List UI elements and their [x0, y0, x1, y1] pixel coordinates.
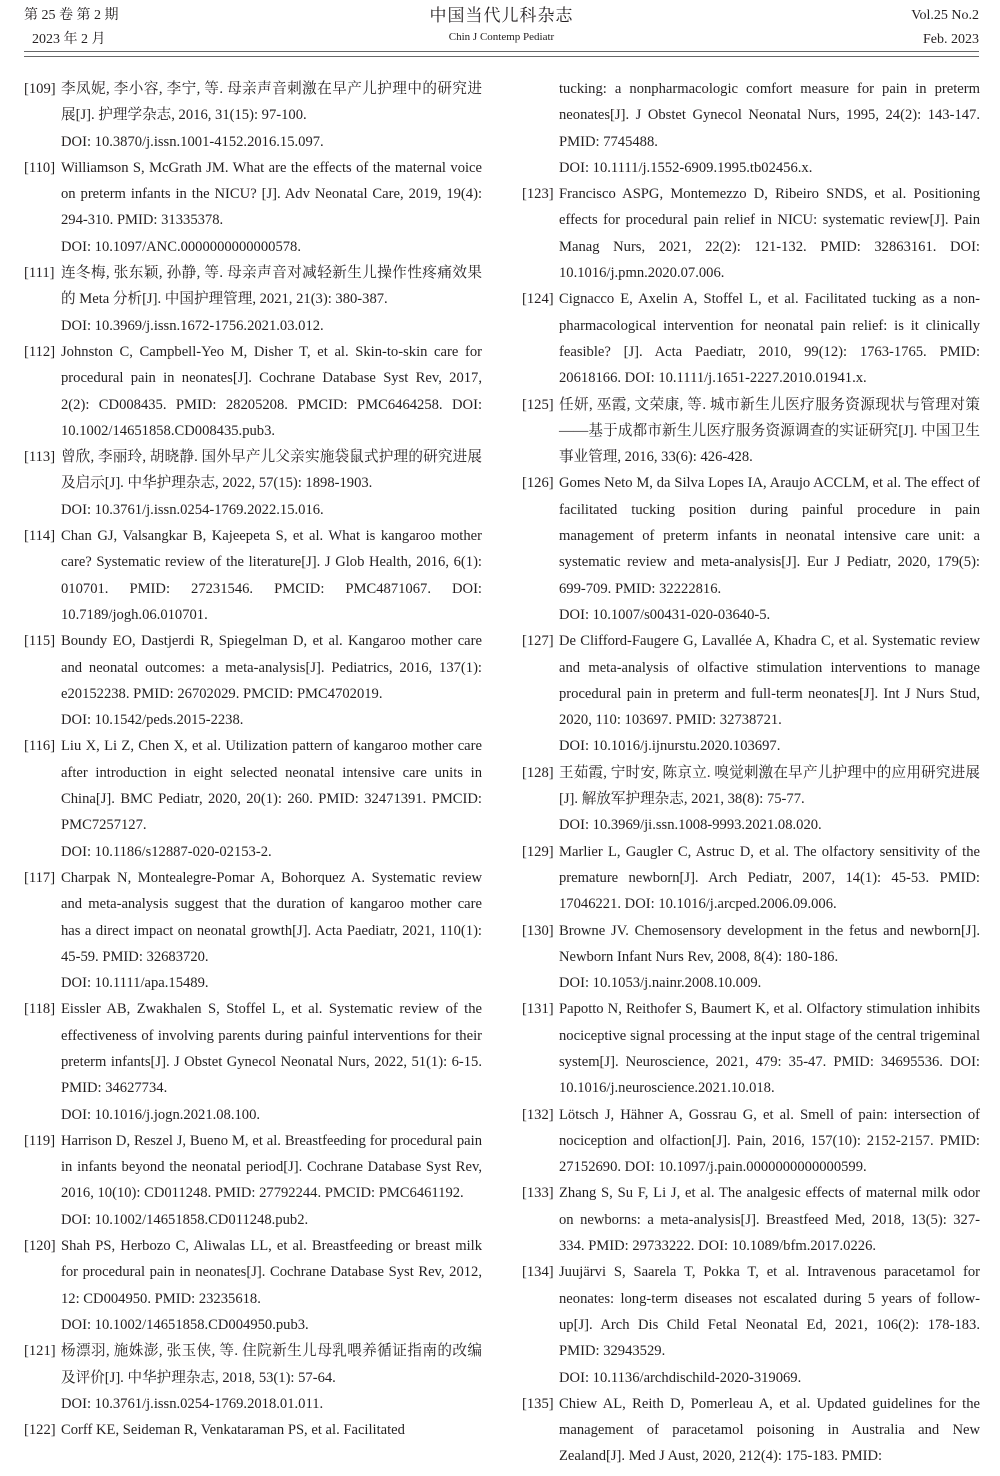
- reference-text: Williamson S, McGrath JM. What are the effects of the maternal voice on preterm infants in the NICU? [J]. Adv Neonatal Care, 2019, 19(4): 294-310. PMID: 31335378.: [61, 159, 482, 229]
- reference-number: [126]: [522, 475, 554, 492]
- reference-entry: [24, 76, 482, 155]
- reference-entry: [24, 865, 482, 996]
- reference-text: Chan GJ, Valsangkar B, Kajeepeta S, et al. What is kangaroo mother care? Systematic review of the literature[J]. J Glob Health, 2016, 6(1): 010701. PMID: 27231546. PMCID: PMC4871067. DOI: 10.7189/jogh.06.010701.: [61, 528, 482, 623]
- date-cn: 2023 年 2 月: [32, 32, 106, 47]
- reference-entry: [522, 839, 980, 918]
- reference-text: 杨漂羽, 施姝澎, 张玉侠, 等. 住院新生儿母乳喂养循证指南的改编及评价[J]. 中华护理杂志, 2018, 53(1): 57-64.: [61, 1343, 482, 1386]
- reference-doi[interactable]: DOI: 10.1002/14651858.CD011248.pub2.: [61, 1211, 309, 1228]
- reference-number: [134]: [522, 1264, 554, 1281]
- reference-entry: [24, 628, 482, 733]
- reference-entry: [522, 996, 980, 1101]
- reference-text: Gomes Neto M, da Silva Lopes IA, Araujo ACCLM, et al. The effect of facilitated tucking position during painful procedure in pain management of preterm infants in neonatal intensive care unit: a systematic review and meta-analysis[J]. Eur J Pediatr, 2020, 179(5): 699-709. PMID: 32222816.: [559, 475, 980, 597]
- reference-number: [129]: [522, 843, 554, 860]
- reference-entry: [522, 470, 980, 628]
- journal-title-en: Chin J Contemp Pediatr: [448, 31, 555, 43]
- reference-number: [132]: [522, 1106, 554, 1123]
- reference-column-left: [24, 76, 482, 1443]
- reference-text: Eissler AB, Zwakhalen S, Stoffel L, et al. Systematic review of the effectiveness of involving parents during painful interventions for their preterm infants[J]. J Obstet Gynecol Neonatal Nurs, 2022, 51(1): 6-15. PMID: 34627734.: [61, 1001, 482, 1097]
- reference-entry: [24, 444, 482, 523]
- reference-text: Cignacco E, Axelin A, Stoffel L, et al. Facilitated tucking as a non-pharmacological intervention for neonatal pain relief: is it clinically feasible? [J]. Acta Paediatr, 2010, 99(12): 1763-1765. PMID: 20618166. DOI: 10.1111/j.1651-2227.2010.01941.x.: [559, 291, 980, 387]
- reference-doi[interactable]: DOI: 10.3761/j.issn.0254-1769.2018.01.011.: [61, 1395, 324, 1412]
- header-right: [911, 4, 979, 52]
- reference-text: De Clifford-Faugere G, Lavallée A, Khadra C, et al. Systematic review and meta-analysis of olfactive stimulation interventions to manage procedural pain in preterm and full-term neonates[J]. Int J Nurs Stud, 2020, 110: 103697. PMID: 32738721.: [559, 633, 980, 729]
- reference-doi[interactable]: DOI: 10.1186/s12887-020-02153-2.: [61, 843, 272, 860]
- reference-number: [121]: [24, 1343, 56, 1360]
- reference-number: [115]: [24, 633, 56, 650]
- reference-doi[interactable]: DOI: 10.3870/j.issn.1001-4152.2016.15.097.: [61, 133, 324, 150]
- reference-entry: [522, 760, 980, 839]
- reference-number: [116]: [24, 738, 56, 755]
- reference-text: Papotto N, Reithofer S, Baumert K, et al. Olfactory stimulation inhibits nociceptive signal processing at the input stage of the central trigeminal system[J]. Neuroscience, 2021, 479: 35-47. PMID: 34695536. DOI: 10.1016/j.neuroscience.2021.10.018.: [559, 1001, 980, 1097]
- reference-text: Shah PS, Herbozo C, Aliwalas LL, et al. Breastfeeding or breast milk for procedural pain in neonates[J]. Cochrane Database Syst Rev, 2012, 12: CD004950. PMID: 23235618.: [61, 1238, 482, 1307]
- reference-text: Juujärvi S, Saarela T, Pokka T, et al. Intravenous paracetamol for neonates: long-term diseases not escalated during 5 years of follow-up[J]. Arch Dis Child Fetal Neonatal Ed, 2021, 106(2): 178-183. PMID: 32943529.: [559, 1264, 980, 1360]
- reference-doi[interactable]: DOI: 10.1542/peds.2015-2238.: [61, 712, 244, 729]
- reference-text: Johnston C, Campbell-Yeo M, Disher T, et al. Skin-to-skin care for procedural pain in neonates[J]. Cochrane Database Syst Rev, 2017, 2(2): CD008435. PMID: 28205208. PMCID: PMC6464258. DOI: 10.1002/14651858.CD008435.pub3.: [61, 343, 482, 439]
- reference-number: [122]: [24, 1422, 56, 1439]
- reference-text: Harrison D, Reszel J, Bueno M, et al. Breastfeeding for procedural pain in infants beyond the neonatal period[J]. Cochrane Database Syst Rev, 2016, 10(10): CD011248. PMID: 27792244. PMCID: PMC6461192.: [61, 1132, 482, 1202]
- reference-entry: [24, 1417, 482, 1443]
- reference-text: 任妍, 巫霞, 文荣康, 等. 城市新生儿医疗服务资源现状与管理对策——基于成都市新生儿医疗服务资源调查的实证研究[J]. 中国卫生事业管理, 2016, 33(6): 426-428.: [559, 396, 980, 466]
- journal-title-cn: 中国当代儿科杂志: [429, 6, 574, 25]
- reference-text: Marlier L, Gaugler C, Astruc D, et al. The olfactory sensitivity of the premature newborn[J]. Arch Pediatr, 2007, 14(1): 45-53. PMID: 17046221. DOI: 10.1016/j.arcped.2006.09.006.: [559, 843, 980, 913]
- reference-number: [114]: [24, 528, 56, 545]
- reference-entry: [522, 1102, 980, 1181]
- reference-entry: [24, 339, 482, 444]
- header-center: [24, 4, 979, 46]
- reference-text: Chiew AL, Reith D, Pomerleau A, et al. Updated guidelines for the management of paracetamol poisoning in Australia and New Zealand[J]. Med J Aust, 2020, 212(4): 175-183. PMID:: [559, 1395, 980, 1465]
- reference-doi[interactable]: DOI: 10.3761/j.issn.0254-1769.2022.15.016.: [61, 501, 324, 518]
- reference-entry: [24, 1338, 482, 1417]
- volume-issue-cn: 第 25 卷 第 2 期: [24, 8, 119, 23]
- reference-doi[interactable]: DOI: 10.1111/j.1552-6909.1995.tb02456.x.: [559, 159, 813, 176]
- reference-doi[interactable]: DOI: 10.1016/j.jogn.2021.08.100.: [61, 1106, 261, 1123]
- reference-number: [118]: [24, 1001, 56, 1018]
- reference-number: [125]: [522, 396, 554, 413]
- reference-text: Boundy EO, Dastjerdi R, Spiegelman D, et al. Kangaroo mother care and neonatal outcomes: a meta-analysis[J]. Pediatrics, 2016, 137(1): e20152238. PMID: 26702029. PMCID: PMC4702019.: [61, 633, 482, 702]
- reference-number: [133]: [522, 1185, 554, 1202]
- reference-text: Browne JV. Chemosensory development in the fetus and newborn[J]. Newborn Infant Nurs Rev, 2008, 8(4): 180-186.: [559, 922, 980, 965]
- reference-doi[interactable]: DOI: 10.1007/s00431-020-03640-5.: [559, 606, 771, 623]
- reference-text: 王茹霞, 宁时安, 陈京立. 嗅觉刺激在早产儿护理中的应用研究进展[J]. 解放军护理杂志, 2021, 38(8): 75-77.: [559, 764, 980, 808]
- reference-doi[interactable]: DOI: 10.3969/ji.ssn.1008-9993.2021.08.020.: [559, 817, 822, 834]
- reference-entry: [24, 155, 482, 260]
- reference-number: [109]: [24, 81, 56, 97]
- reference-entry: [522, 181, 980, 286]
- reference-entry: [24, 1128, 482, 1233]
- reference-number: [135]: [522, 1395, 554, 1412]
- reference-entry: [522, 392, 980, 471]
- reference-entry: [24, 523, 482, 628]
- reference-text: 连冬梅, 张东颖, 孙静, 等. 母亲声音对减轻新生儿操作性疼痛效果的 Meta 分析[J]. 中国护理管理, 2021, 21(3): 380-387.: [61, 265, 482, 308]
- reference-text: Liu X, Li Z, Chen X, et al. Utilization pattern of kangaroo mother care after introduction in eight selected neonatal intensive care units in China[J]. BMC Pediatr, 2020, 20(1): 260. PMID: 32471391. PMCID: PMC7257127.: [61, 738, 482, 834]
- reference-entry: [24, 733, 482, 864]
- reference-number: [119]: [24, 1132, 56, 1149]
- reference-entry: [522, 1259, 980, 1390]
- volume-issue-en: Vol.25 No.2: [911, 8, 979, 23]
- reference-number: [131]: [522, 1001, 554, 1018]
- reference-column-right: [522, 76, 980, 1470]
- reference-number: [113]: [24, 449, 56, 466]
- reference-doi[interactable]: DOI: 10.1136/archdischild-2020-319069.: [559, 1369, 802, 1386]
- reference-text: Francisco ASPG, Montemezzo D, Ribeiro SNDS, et al. Positioning effects for procedural pain relief in NICU: systematic review[J]. Pain Manag Nurs, 2021, 22(2): 121-132. PMID: 32863161. DOI: 10.1016/j.pmn.2020.07.006.: [559, 186, 980, 282]
- reference-number: [111]: [24, 265, 55, 282]
- reference-entry: [24, 996, 482, 1127]
- reference-entry: [24, 1233, 482, 1338]
- header-double-rule: [24, 51, 979, 57]
- reference-doi[interactable]: DOI: 10.3969/j.issn.1672-1756.2021.03.012.: [61, 317, 324, 334]
- reference-text: Zhang S, Su F, Li J, et al. The analgesic effects of maternal milk odor on newborns: a meta-analysis[J]. Breastfeed Med, 2018, 13(5): 327-334. PMID: 29733222. DOI: 10.1089/bfm.2017.0226.: [559, 1185, 980, 1255]
- date-en: Feb. 2023: [923, 32, 979, 47]
- reference-number: [117]: [24, 869, 56, 886]
- reference-number: [124]: [522, 291, 554, 308]
- reference-doi[interactable]: DOI: 10.1097/ANC.0000000000000578.: [61, 238, 301, 255]
- reference-entry: [522, 1180, 980, 1259]
- reference-entry: [522, 1391, 980, 1470]
- reference-number: [112]: [24, 343, 56, 360]
- reference-number: [130]: [522, 922, 554, 939]
- reference-number: [128]: [522, 764, 554, 781]
- reference-text: Charpak N, Montealegre-Pomar A, Bohorquez A. Systematic review and meta-analysis suggest that the duration of kangaroo mother care has a direct impact on neonatal growth[J]. Acta Paediatr, 2021, 110(1): 45-59. PMID: 32683720.: [61, 869, 482, 965]
- reference-number: [123]: [522, 186, 554, 203]
- reference-text: Lötsch J, Hähner A, Gossrau G, et al. Smell of pain: intersection of nociception and olfaction[J]. Pain, 2016, 157(10): 2152-2157. PMID: 27152690. DOI: 10.1097/j.pain.0000000000000599.: [559, 1106, 980, 1176]
- reference-text: 李凤妮, 李小容, 李宁, 等. 母亲声音刺激在早产儿护理中的研究进展[J]. 护理学杂志, 2016, 31(15): 97-100.: [61, 81, 482, 124]
- reference-text: tucking: a nonpharmacologic comfort measure for pain in preterm neonates[J]. J Obstet Gynecol Neonatal Nurs, 1995, 24(2): 143-147. PMID: 7745488.: [559, 81, 980, 150]
- reference-number: [110]: [24, 159, 56, 176]
- reference-text: Corff KE, Seideman R, Venkataraman PS, et al. Facilitated: [61, 1422, 405, 1439]
- reference-doi[interactable]: DOI: 10.1002/14651858.CD004950.pub3.: [61, 1316, 309, 1333]
- reference-entry: [522, 918, 980, 997]
- reference-entry: [522, 628, 980, 759]
- reference-number: [120]: [24, 1238, 56, 1255]
- reference-doi[interactable]: DOI: 10.1016/j.ijnurstu.2020.103697.: [559, 738, 781, 755]
- running-header: [24, 4, 979, 52]
- reference-doi[interactable]: DOI: 10.1111/apa.15489.: [61, 975, 209, 992]
- reference-number: [127]: [522, 633, 554, 650]
- reference-entry: [24, 260, 482, 339]
- reference-doi[interactable]: DOI: 10.1053/j.nainr.2008.10.009.: [559, 975, 762, 992]
- reference-text: 曾欣, 李丽玲, 胡晓静. 国外早产儿父亲实施袋鼠式护理的研究进展及启示[J]. 中华护理杂志, 2022, 57(15): 1898-1903.: [61, 449, 482, 492]
- reference-entry: [522, 76, 980, 181]
- reference-entry: [522, 286, 980, 391]
